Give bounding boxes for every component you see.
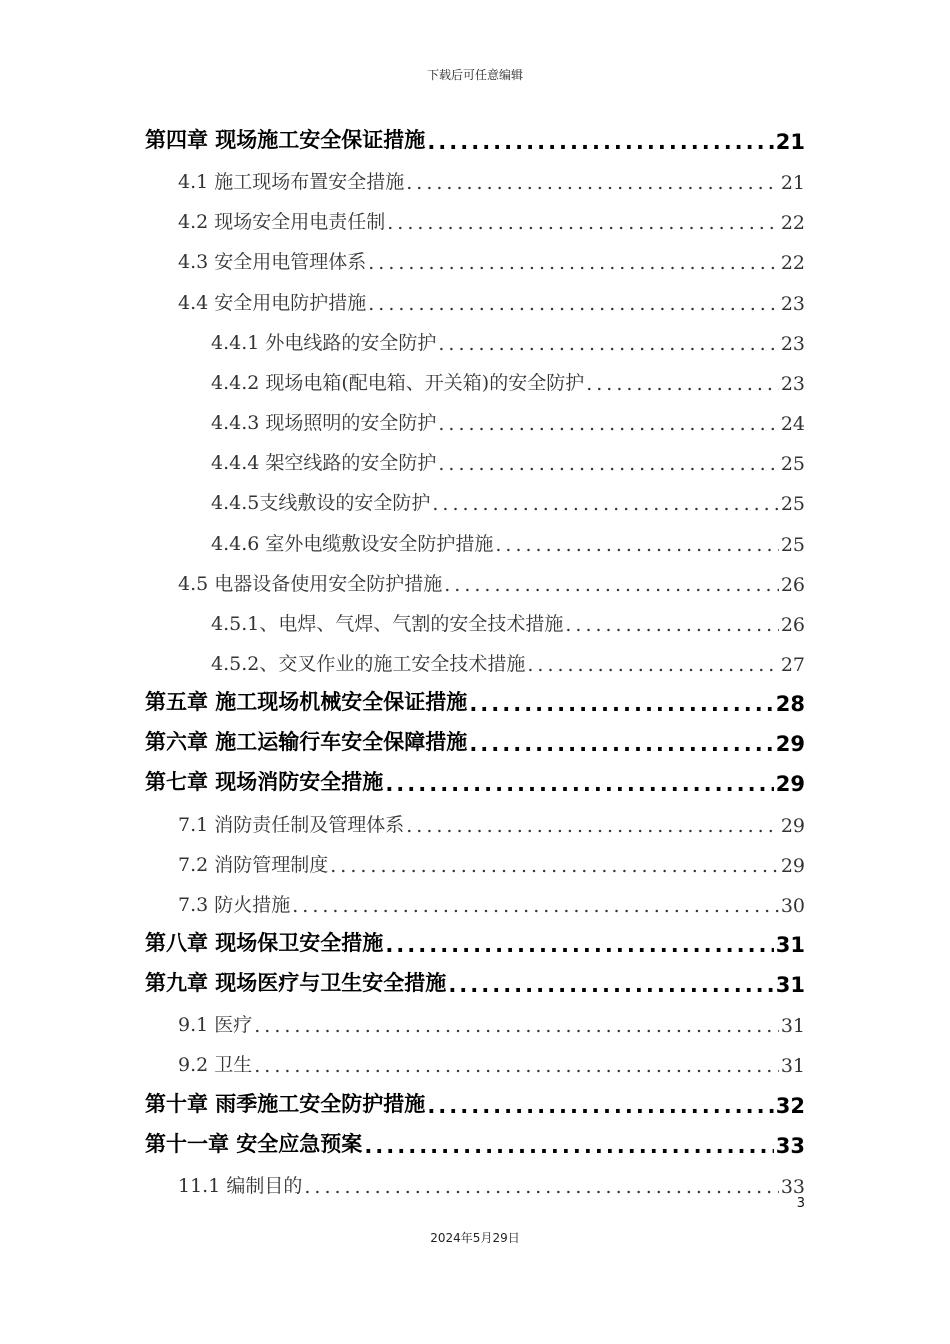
toc-entry-title: 第十一章 安全应急预案: [145, 1131, 363, 1156]
toc-entry[interactable]: [211, 516, 805, 556]
toc-entry[interactable]: [178, 1158, 805, 1198]
toc-entry-title: 第四章 现场施工安全保证措施: [145, 128, 426, 152]
toc-entry-title: 第八章 现场保卫安全措施: [145, 931, 384, 955]
toc-entry-page: 22: [780, 212, 805, 235]
toc-entry[interactable]: [211, 355, 805, 395]
toc-entry[interactable]: [178, 1037, 805, 1077]
toc-entry[interactable]: [211, 315, 805, 355]
toc-leader-dots: [438, 453, 778, 475]
toc-entry-page: 29: [780, 814, 805, 837]
toc-leader-dots: [292, 895, 779, 917]
toc-leader-dots: [368, 252, 779, 274]
toc-leader-dots: [427, 130, 773, 154]
toc-entry-page: 25: [780, 533, 805, 556]
toc-entry[interactable]: [178, 194, 805, 234]
toc-entry-page: 30: [780, 894, 805, 917]
toc-leader-dots: [444, 574, 779, 596]
toc-leader-dots: [254, 1055, 779, 1077]
toc-entry-title: 7.2 消防管理制度: [178, 853, 329, 876]
toc-entry-title: 7.3 防火措施: [178, 893, 291, 916]
toc-entry-title: 4.5.1、电焊、气焊、气割的安全技术措施: [211, 612, 564, 635]
toc-entry-page: 33: [775, 1133, 805, 1158]
toc-leader-dots: [385, 933, 773, 957]
toc-entry-page: 31: [775, 933, 805, 957]
toc-entry[interactable]: [211, 475, 805, 515]
toc-entry-title: 第十章 雨季施工安全防护措施: [145, 1091, 426, 1116]
toc-entry-title: 4.1 施工现场布置安全措施: [178, 171, 405, 194]
toc-leader-dots: [368, 293, 779, 315]
toc-entry-page: 26: [780, 573, 805, 596]
toc-leader-dots: [438, 333, 778, 355]
toc-entry-title: 4.4.2 现场电箱(配电箱、开关箱)的安全防护: [211, 371, 585, 394]
toc-entry-page: 24: [780, 413, 805, 436]
toc-entry[interactable]: [145, 1078, 805, 1118]
toc-entry-title: 4.4.3 现场照明的安全防护: [211, 412, 437, 435]
toc-entry-page: 29: [780, 854, 805, 877]
toc-entry[interactable]: [178, 837, 805, 877]
toc-entry-title: 4.4.5支线敷设的安全防护: [211, 492, 431, 515]
toc-entry-title: 4.5 电器设备使用安全防护措施: [178, 572, 443, 595]
toc-entry-page: 28: [775, 692, 805, 717]
toc-leader-dots: [469, 692, 773, 716]
toc-entry-title: 4.3 安全用电管理体系: [178, 251, 367, 274]
page-number: 3: [796, 1196, 805, 1211]
toc-entry-page: 29: [775, 772, 805, 797]
toc-entry-page: 31: [780, 1015, 805, 1038]
toc-entry-page: 29: [775, 732, 805, 757]
toc-entry-page: 22: [780, 252, 805, 275]
toc-leader-dots: [254, 1015, 779, 1037]
toc-leader-dots: [565, 614, 778, 636]
toc-leader-dots: [495, 534, 778, 556]
toc-entry[interactable]: [145, 957, 805, 997]
toc-entry-title: 11.1 编制目的: [178, 1174, 303, 1197]
toc-entry-page: 32: [775, 1093, 805, 1118]
toc-entry-page: 27: [780, 653, 805, 676]
toc-entry[interactable]: [145, 676, 805, 716]
toc-entry-title: 9.1 医疗: [178, 1014, 253, 1037]
toc-entry[interactable]: [145, 1118, 805, 1158]
toc-leader-dots: [432, 493, 778, 515]
toc-leader-dots: [586, 373, 779, 395]
toc-entry[interactable]: [145, 917, 805, 957]
toc-leader-dots: [406, 172, 779, 194]
toc-entry-page: 31: [775, 973, 805, 998]
toc-leader-dots: [406, 815, 779, 837]
toc-entry[interactable]: [211, 395, 805, 435]
toc-entry[interactable]: [178, 556, 805, 596]
toc-entry[interactable]: [145, 756, 805, 796]
toc-leader-dots: [438, 413, 778, 435]
toc-entry[interactable]: [145, 114, 805, 154]
toc-leader-dots: [304, 1176, 778, 1198]
toc-entry-title: 第七章 现场消防安全措施: [145, 770, 384, 795]
toc-entry-title: 4.4.4 架空线路的安全防护: [211, 452, 437, 475]
toc-leader-dots: [469, 732, 773, 756]
toc-entry[interactable]: [178, 877, 805, 917]
page-header: 下载后可任意编辑: [426, 68, 523, 82]
toc-entry-title: 4.4.1 外电线路的安全防护: [211, 331, 437, 354]
toc-leader-dots: [364, 1134, 773, 1158]
toc-entry-title: 7.1 消防责任制及管理体系: [178, 813, 405, 836]
toc-entry-page: 23: [780, 332, 805, 355]
toc-entry-title: 4.4.6 室外电缆敷设安全防护措施: [211, 532, 494, 555]
toc-entry-page: 21: [775, 130, 805, 154]
toc-entry-title: 4.2 现场安全用电责任制: [178, 211, 386, 234]
toc-entry-title: 9.2 卫生: [178, 1054, 253, 1077]
toc-entry-title: 第六章 施工运输行车安全保障措施: [145, 730, 468, 755]
toc-entry-page: 25: [780, 453, 805, 476]
toc-leader-dots: [427, 1094, 773, 1118]
toc-entry-title: 第九章 现场医疗与卫生安全措施: [145, 971, 447, 996]
toc-leader-dots: [527, 654, 778, 676]
toc-entry-title: 第五章 施工现场机械安全保证措施: [145, 690, 468, 715]
toc-entry[interactable]: [178, 234, 805, 274]
toc-entry-title: 4.5.2、交叉作业的施工安全技术措施: [211, 652, 526, 675]
toc-entry-page: 31: [780, 1055, 805, 1078]
toc-entry[interactable]: [145, 716, 805, 756]
toc-entry-page: 26: [780, 613, 805, 636]
toc-entry-page: 25: [780, 493, 805, 516]
toc-leader-dots: [387, 212, 779, 234]
toc-entry[interactable]: [178, 154, 805, 194]
toc-leader-dots: [330, 855, 779, 877]
toc-entry[interactable]: [178, 797, 805, 837]
toc-entry[interactable]: [178, 997, 805, 1037]
toc-entry[interactable]: [211, 636, 805, 676]
toc-entry-page: 21: [780, 172, 805, 195]
toc-entry[interactable]: [211, 435, 805, 475]
toc-entry[interactable]: [211, 596, 805, 636]
toc-leader-dots: [385, 772, 773, 796]
toc-leader-dots: [448, 973, 773, 997]
toc-entry-page: 23: [780, 292, 805, 315]
toc-entry[interactable]: [178, 275, 805, 315]
toc-entry-page: 33: [780, 1175, 805, 1198]
footer-date: 2024年5月29日: [430, 1231, 520, 1245]
toc-entry-title: 4.4 安全用电防护措施: [178, 291, 367, 314]
toc-entry-page: 23: [780, 372, 805, 395]
